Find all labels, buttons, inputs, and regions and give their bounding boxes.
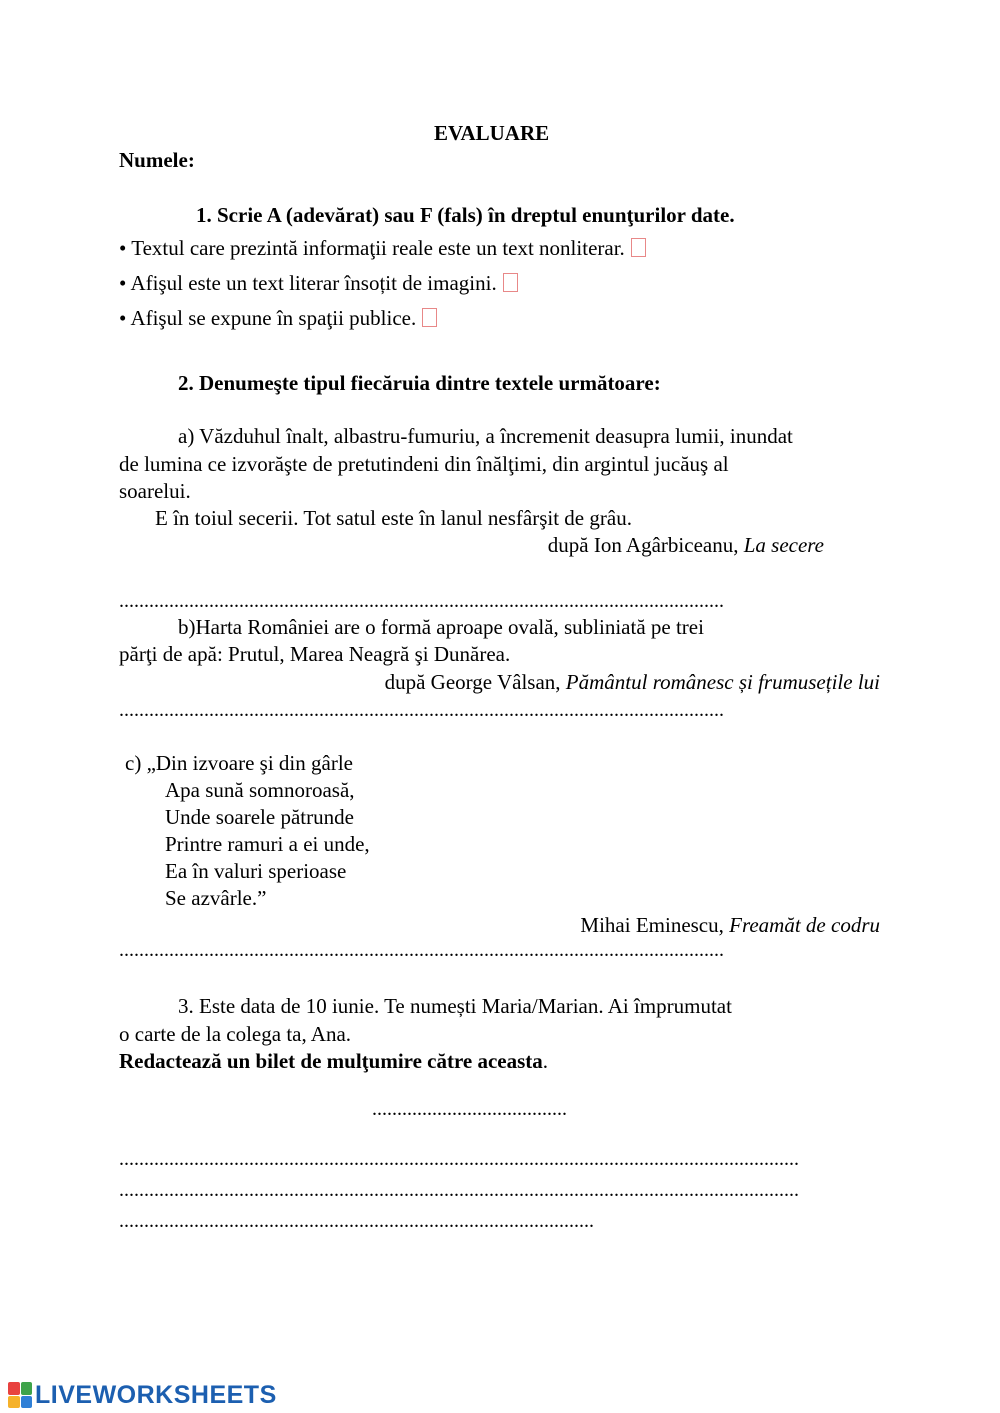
- text-b-source-title: Pământul românesc și frumusețile lui: [565, 670, 880, 694]
- text-a-source-author: după Ion Agârbiceanu,: [547, 533, 744, 557]
- exercise-1-heading: 1. Scrie A (adevărat) sau F (fals) în dreptul enunţurilor date.: [196, 203, 735, 227]
- text-a-line-3: soarelui.: [119, 479, 191, 503]
- exercise-2-heading: 2. Denumeşte tipul fiecăruia dintre textele următoare:: [178, 371, 661, 395]
- exercise-3-line-2: o carte de la colega ta, Ana.: [119, 1022, 352, 1046]
- liveworksheets-logo-icon: [8, 1382, 32, 1408]
- text-a-source: [548, 535, 824, 556]
- text-b-source: [385, 672, 880, 693]
- statement-2-text: • Afişul este un text literar însoțit de imagini.: [119, 271, 497, 295]
- statement-3: [119, 308, 437, 329]
- answer-line-c[interactable]: .........................................................................................................................: [119, 939, 724, 961]
- text-c-line-5: Ea în valuri sperioase: [165, 859, 347, 883]
- text-c-line-2: Apa sună somnoroasă,: [165, 778, 355, 802]
- logo-square-red: [8, 1382, 20, 1395]
- logo-square-blue: [21, 1396, 33, 1409]
- letter-heading-line[interactable]: .......................................: [372, 1098, 567, 1120]
- text-c-line-4: Printre ramuri a ei unde,: [165, 832, 370, 856]
- letter-line-1[interactable]: ........................................................................................................................................: [119, 1148, 799, 1170]
- liveworksheets-logo: [8, 1380, 277, 1410]
- text-a-line-1: a) Văzduhul înalt, albastru-fumuriu, a încremenit deasupra lumii, inundat: [178, 424, 793, 448]
- statement-3-text: • Afişul se expune în spaţii publice.: [119, 306, 417, 330]
- text-c-line-3: Unde soarele pătrunde: [165, 805, 354, 829]
- name-label: Numele:: [119, 148, 195, 172]
- text-a-line-4: E în toiul secerii. Tot satul este în lanul nesfârşit de grâu.: [155, 506, 632, 530]
- page-title: EVALUARE: [434, 121, 550, 145]
- exercise-3-task-end: .: [542, 1049, 549, 1073]
- answer-line-a[interactable]: .........................................................................................................................: [119, 590, 724, 612]
- text-c-source-author: Mihai Eminescu,: [580, 913, 730, 937]
- exercise-3-task: [119, 1051, 548, 1072]
- letter-line-3[interactable]: ...............................................................................................: [119, 1210, 594, 1232]
- exercise-3-task-bold: Redactează un bilet de mulţumire către aceasta: [119, 1049, 543, 1073]
- statement-2: [119, 273, 518, 294]
- text-c-source-title: Freamăt de codru: [729, 913, 880, 937]
- logo-square-green: [21, 1382, 33, 1395]
- answer-box-3[interactable]: [422, 308, 437, 327]
- text-c-source: [580, 915, 880, 936]
- letter-line-2[interactable]: ........................................................................................................................................: [119, 1179, 799, 1201]
- liveworksheets-logo-text: LIVEWORKSHEETS: [35, 1380, 277, 1409]
- exercise-3-line-1: 3. Este data de 10 iunie. Te numești Maria/Marian. Ai împrumutat: [178, 994, 732, 1018]
- logo-square-yellow: [8, 1396, 20, 1409]
- text-b-line-1: b)Harta României are o formă aproape ovală, subliniată pe trei: [178, 615, 704, 639]
- statement-1: [119, 238, 646, 259]
- text-a-source-title: La secere: [743, 533, 824, 557]
- text-c-line-6: Se azvârle.”: [165, 886, 267, 910]
- answer-box-1[interactable]: [631, 238, 646, 257]
- statement-1-text: • Textul care prezintă informaţii reale este un text nonliterar.: [119, 236, 625, 260]
- text-b-line-2: părţi de apă: Prutul, Marea Neagră şi Dunărea.: [119, 642, 511, 666]
- text-a-line-2: de lumina ce izvorăşte de pretutindeni din înălţimi, din argintul jucăuş al: [119, 452, 729, 476]
- text-c-line-1: c) „Din izvoare şi din gârle: [125, 751, 353, 775]
- answer-box-2[interactable]: [503, 273, 518, 292]
- text-b-source-author: după George Vâlsan,: [384, 670, 566, 694]
- answer-line-b[interactable]: .........................................................................................................................: [119, 699, 724, 721]
